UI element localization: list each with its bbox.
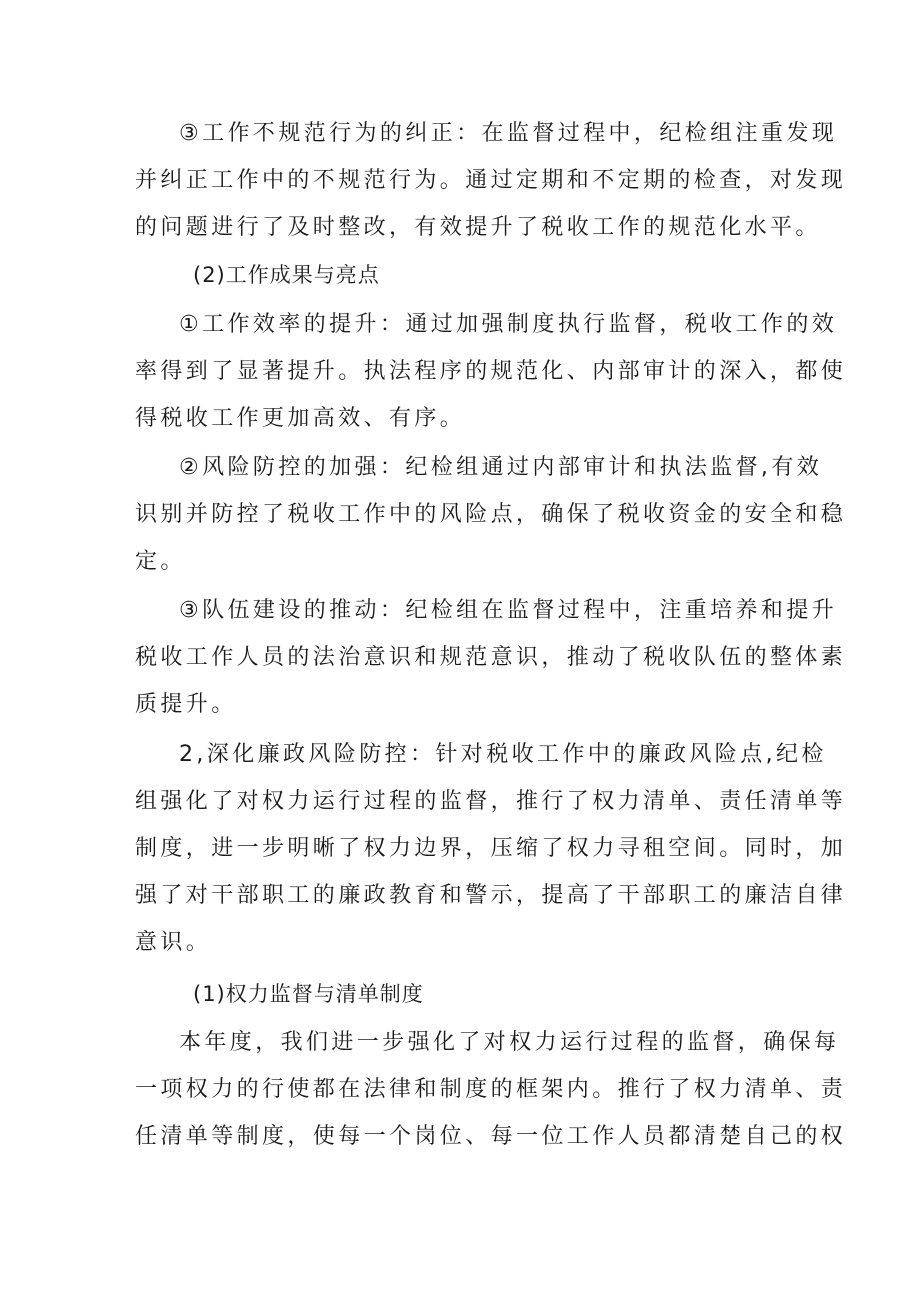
paragraph-line: 任清单等制度，使每一个岗位、每一位工作人员都清楚自己的权 [135,1124,847,1149]
paragraph-line: ②风险防控的加强：纪检组通过内部审计和执法监督,有效 [179,455,823,480]
paragraph-line: ①工作效率的提升：通过加强制度执行监督，税收工作的效 [179,312,838,337]
section-heading-power-supervision [193,971,424,1018]
paragraph-line: 率得到了显著提升。执法程序的规范化、内部审计的深入，都使 [135,359,847,384]
paragraph-efficiency-improvement [135,301,847,442]
paragraph-line: 定。 [135,549,186,574]
paragraph-line: 得税收工作更加高效、有序。 [135,406,466,431]
paragraph-line: 2,深化廉政风险防控：针对税收工作中的廉政风险点,纪检 [179,742,827,767]
paragraph-line: 意识。 [135,930,212,955]
paragraph-line: 并纠正工作中的不规范行为。通过定期和不定期的检查，对发现 [135,168,847,193]
paragraph-line: 组强化了对权力运行过程的监督，推行了权力清单、责任清单等 [135,789,847,814]
paragraph-line: 的问题进行了及时整改，有效提升了税收工作的规范化水平。 [135,215,821,240]
paragraph-line: 制度，进一步明晰了权力边界，压缩了权力寻租空间。同时，加 [135,836,847,861]
paragraph-risk-control [135,444,847,585]
paragraph-line: ③工作不规范行为的纠正：在监督过程中，纪检组注重发现 [179,121,838,146]
section-heading-work-results [193,252,380,299]
paragraph-line: 一项权力的行使都在法律和制度的框架内。推行了权力清单、责 [135,1077,847,1102]
paragraph-line: 本年度，我们进一步强化了对权力运行过程的监督，确保每 [179,1030,840,1055]
paragraph-line: 税收工作人员的法治意识和规范意识，推动了税收队伍的整体素 [135,645,847,670]
paragraph-line: ③队伍建设的推动：纪检组在监督过程中，注重培养和提升 [179,598,838,623]
heading-text: (1)权力监督与清单制度 [193,982,424,1006]
paragraph-team-building [135,587,847,728]
paragraph-line: 识别并防控了税收工作中的风险点，确保了税收资金的安全和稳 [135,502,847,527]
paragraph-line: 质提升。 [135,692,237,717]
paragraph-irregular-behavior-correction [135,110,847,251]
heading-text: (2)工作成果与亮点 [193,263,380,287]
paragraph-power-supervision-detail [135,1019,847,1160]
paragraph-line: 强了对干部职工的廉政教育和警示，提高了干部职工的廉洁自律 [135,883,847,908]
paragraph-integrity-risk-prevention [135,731,847,966]
